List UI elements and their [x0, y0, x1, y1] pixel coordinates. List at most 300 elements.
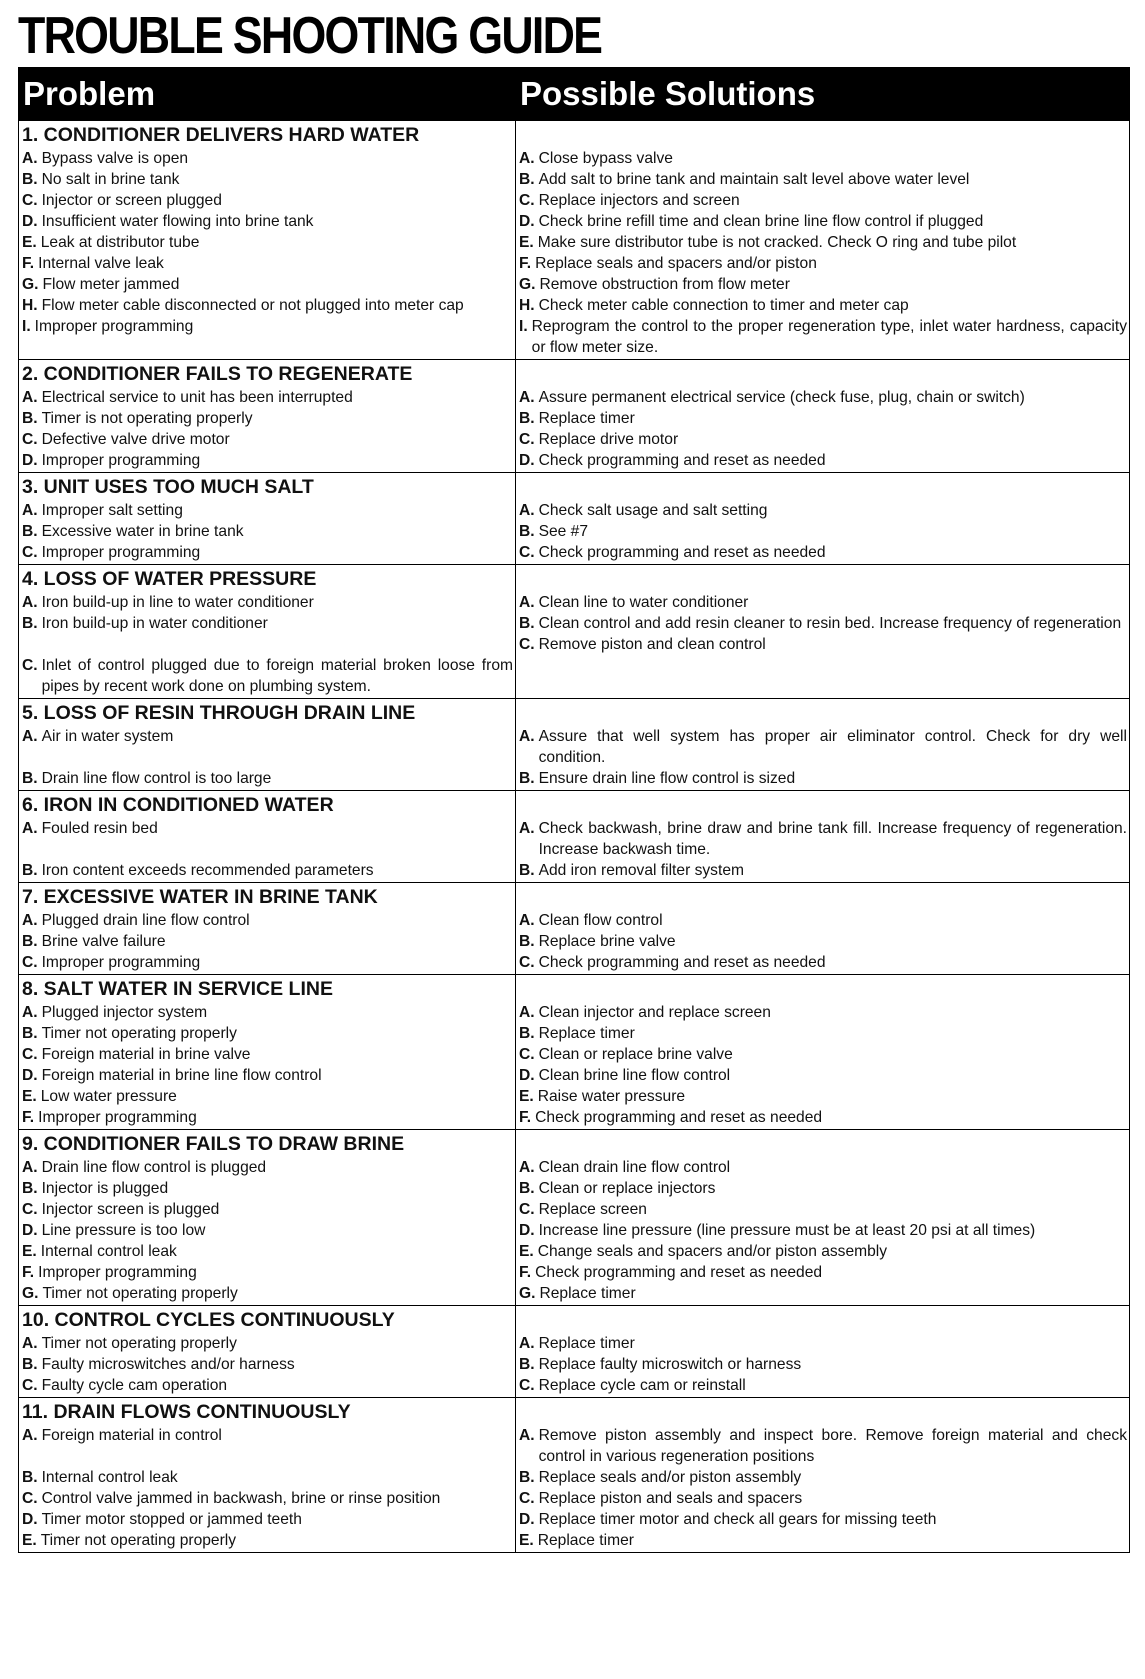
item-text: Flow meter cable disconnected or not plugged into meter cap: [41, 297, 464, 314]
solutions-cell: [516, 791, 1130, 883]
blank-line: [22, 634, 513, 655]
item-text: Timer not operating properly: [40, 1532, 237, 1549]
item-letter: B.: [519, 523, 535, 540]
solution-item: [519, 1375, 1127, 1396]
item-text: Make sure distributor tube is not cracked. Check O ring and tube pilot: [537, 234, 1017, 251]
solutions-cell: [516, 1130, 1130, 1306]
solution-item: [519, 190, 1127, 211]
item-letter: E.: [519, 1532, 534, 1549]
item-letter: B.: [519, 615, 535, 632]
item-letter: B.: [519, 171, 535, 188]
item-letter: D.: [22, 213, 38, 230]
solution-item: [519, 1220, 1127, 1241]
problem-item: [22, 1065, 513, 1086]
problem-item: [22, 148, 513, 169]
item-text: Clean drain line flow control: [538, 1159, 731, 1176]
item-text: Insufficient water flowing into brine tank: [41, 213, 314, 230]
item-text: No salt in brine tank: [41, 171, 180, 188]
item-text: Leak at distributor tube: [40, 234, 200, 251]
item-letter: A.: [22, 1335, 38, 1352]
item-text: Replace cycle cam or reinstall: [538, 1377, 746, 1394]
item-letter: A.: [22, 502, 38, 519]
problem-cell: [19, 360, 516, 473]
item-letter: C.: [519, 1046, 535, 1063]
item-text: Improper programming: [41, 954, 201, 971]
section-title: 10. CONTROL CYCLES CONTINUOUSLY: [22, 1309, 395, 1331]
section-row: [19, 699, 1130, 791]
column-header-solutions: Possible Solutions: [516, 68, 1130, 121]
solution-item: [519, 429, 1127, 450]
problem-cell: [19, 1398, 516, 1553]
item-letter: A.: [519, 1004, 535, 1021]
section-title: 2. CONDITIONER FAILS TO REGENERATE: [22, 363, 413, 385]
item-text: Timer not operating properly: [42, 1285, 238, 1302]
item-text: Injector or screen plugged: [41, 192, 222, 209]
item-text: Check programming and reset as needed: [535, 1264, 823, 1281]
item-letter: D.: [22, 1067, 38, 1084]
problem-item: [22, 1199, 513, 1220]
problem-item: [22, 818, 513, 839]
item-text: Inlet of control plugged due to foreign material broken loose from pipes by recent work done on plumbing system.: [41, 657, 513, 695]
solution-item: [519, 1065, 1127, 1086]
item-letter: G.: [519, 1285, 536, 1302]
item-letter: B.: [519, 1469, 535, 1486]
item-letter: B.: [22, 615, 38, 632]
item-text: Check meter cable connection to timer and meter cap: [538, 297, 909, 314]
item-text: Internal control leak: [41, 1469, 178, 1486]
item-text: Brine valve failure: [41, 933, 166, 950]
item-text: Timer not operating properly: [41, 1335, 237, 1352]
item-text: Fouled resin bed: [41, 820, 158, 837]
item-text: Check backwash, brine draw and brine tank fill. Increase frequency of regeneration. Increase backwash time.: [538, 820, 1127, 858]
item-text: Improper programming: [41, 452, 201, 469]
problem-item: [22, 952, 513, 973]
item-text: Clean flow control: [538, 912, 663, 929]
item-text: Raise water pressure: [537, 1088, 686, 1105]
item-text: Drain line flow control is too large: [41, 770, 272, 787]
section-title: 3. UNIT USES TOO MUCH SALT: [22, 476, 314, 498]
problem-item: [22, 253, 513, 274]
item-letter: E.: [519, 1088, 534, 1105]
item-text: Clean or replace injectors: [538, 1180, 716, 1197]
problem-cell: [19, 473, 516, 565]
solution-item: [519, 521, 1127, 542]
item-text: Line pressure is too low: [41, 1222, 206, 1239]
cell-spacer: [519, 977, 1127, 1002]
item-text: Replace timer: [537, 1532, 634, 1549]
item-text: Replace timer: [538, 1025, 635, 1042]
item-text: Remove obstruction from flow meter: [539, 276, 790, 293]
item-text: Foreign material in control: [41, 1427, 222, 1444]
item-letter: A.: [519, 728, 535, 745]
problem-item: [22, 1283, 513, 1304]
item-text: Flow meter jammed: [42, 276, 180, 293]
problem-item: [22, 316, 513, 337]
item-letter: A.: [519, 912, 535, 929]
section-row: [19, 360, 1130, 473]
solution-item: [519, 613, 1127, 634]
item-letter: C.: [519, 544, 535, 561]
item-text: Assure permanent electrical service (check fuse, plug, chain or switch): [538, 389, 1025, 406]
item-text: Foreign material in brine line flow control: [41, 1067, 322, 1084]
problem-cell: [19, 1306, 516, 1398]
item-letter: D.: [519, 1067, 535, 1084]
item-letter: C.: [22, 1377, 38, 1394]
item-letter: A.: [22, 150, 38, 167]
item-letter: A.: [22, 912, 38, 929]
item-letter: C.: [22, 657, 38, 674]
item-letter: B.: [22, 1180, 38, 1197]
solution-item: [519, 1086, 1127, 1107]
solution-item: [519, 1262, 1127, 1283]
solution-item: [519, 1509, 1127, 1530]
problem-item: [22, 1488, 513, 1509]
solution-item: [519, 1530, 1127, 1551]
cell-spacer: [519, 1308, 1127, 1333]
item-letter: B.: [519, 862, 535, 879]
item-text: Replace brine valve: [538, 933, 676, 950]
problem-item: [22, 1425, 513, 1446]
item-text: Check programming and reset as needed: [535, 1109, 823, 1126]
solutions-cell: [516, 121, 1130, 360]
item-letter: A.: [22, 1159, 38, 1176]
section-row: [19, 565, 1130, 699]
item-letter: A.: [519, 820, 535, 837]
section-row: [19, 473, 1130, 565]
problem-item: [22, 1375, 513, 1396]
item-text: See #7: [538, 523, 589, 540]
item-text: Check programming and reset as needed: [538, 954, 826, 971]
solution-item: [519, 1467, 1127, 1488]
problem-item: [22, 1002, 513, 1023]
item-text: Replace seals and/or piston assembly: [538, 1469, 802, 1486]
blank-line: [22, 747, 513, 768]
problem-item: [22, 1157, 513, 1178]
solutions-cell: [516, 1398, 1130, 1553]
item-text: Injector is plugged: [41, 1180, 169, 1197]
item-text: Excessive water in brine tank: [41, 523, 244, 540]
item-letter: F.: [22, 255, 35, 272]
section-title: 7. EXCESSIVE WATER IN BRINE TANK: [22, 886, 378, 908]
cell-spacer: [519, 123, 1127, 148]
solution-item: [519, 931, 1127, 952]
problem-cell: [19, 699, 516, 791]
item-letter: C.: [519, 954, 535, 971]
item-letter: B.: [519, 1180, 535, 1197]
item-text: Plugged injector system: [41, 1004, 208, 1021]
item-letter: B.: [22, 933, 38, 950]
item-letter: E.: [22, 1243, 37, 1260]
item-text: Defective valve drive motor: [41, 431, 230, 448]
item-letter: C.: [519, 1490, 535, 1507]
item-letter: B.: [519, 1356, 535, 1373]
solution-item: [519, 1199, 1127, 1220]
item-text: Low water pressure: [40, 1088, 177, 1105]
solution-item: [519, 542, 1127, 563]
item-letter: B.: [519, 410, 535, 427]
item-text: Clean injector and replace screen: [538, 1004, 771, 1021]
item-letter: H.: [22, 297, 38, 314]
item-letter: B.: [519, 933, 535, 950]
item-letter: B.: [22, 770, 38, 787]
table-header-row: [19, 68, 1130, 121]
problem-item: [22, 211, 513, 232]
solution-item: [519, 726, 1127, 768]
problem-item: [22, 910, 513, 931]
item-letter: E.: [519, 234, 534, 251]
solution-item: [519, 1488, 1127, 1509]
section-row: [19, 1130, 1130, 1306]
item-letter: B.: [22, 1356, 38, 1373]
solution-item: [519, 1044, 1127, 1065]
item-letter: D.: [22, 1222, 38, 1239]
item-letter: C.: [22, 1046, 38, 1063]
solution-item: [519, 169, 1127, 190]
solution-item: [519, 768, 1127, 789]
item-text: Plugged drain line flow control: [41, 912, 250, 929]
solution-item: [519, 295, 1127, 316]
solution-item: [519, 634, 1127, 655]
item-letter: B.: [22, 1469, 38, 1486]
item-letter: A.: [519, 1427, 535, 1444]
item-text: Timer motor stopped or jammed teeth: [41, 1511, 302, 1528]
solutions-cell: [516, 473, 1130, 565]
item-text: Replace timer motor and check all gears for missing teeth: [538, 1511, 937, 1528]
solution-item: [519, 387, 1127, 408]
problem-item: [22, 1241, 513, 1262]
item-text: Drain line flow control is plugged: [41, 1159, 267, 1176]
solution-item: [519, 1354, 1127, 1375]
item-letter: A.: [519, 1335, 535, 1352]
solution-item: [519, 818, 1127, 860]
item-letter: A.: [519, 389, 535, 406]
item-text: Improper salt setting: [41, 502, 183, 519]
item-letter: A.: [519, 150, 535, 167]
problem-item: [22, 1220, 513, 1241]
cell-spacer: [519, 701, 1127, 726]
item-letter: A.: [519, 594, 535, 611]
solutions-cell: [516, 1306, 1130, 1398]
item-letter: D.: [519, 452, 535, 469]
item-text: Reprogram the control to the proper regeneration type, inlet water hardness, capacity or flow meter size.: [531, 318, 1127, 356]
item-text: Clean line to water conditioner: [538, 594, 749, 611]
item-text: Iron build-up in water conditioner: [41, 615, 268, 632]
item-text: Replace timer: [538, 1335, 635, 1352]
problem-item: [22, 1044, 513, 1065]
item-letter: E.: [22, 234, 37, 251]
item-letter: F.: [22, 1264, 35, 1281]
solution-item: [519, 952, 1127, 973]
solution-item: [519, 1333, 1127, 1354]
cell-spacer: [519, 1132, 1127, 1157]
item-letter: B.: [22, 171, 38, 188]
item-text: Assure that well system has proper air eliminator control. Check for dry well condition.: [538, 728, 1127, 766]
problem-cell: [19, 565, 516, 699]
item-text: Remove piston and clean control: [538, 636, 766, 653]
item-letter: I.: [22, 318, 31, 335]
problem-item: [22, 450, 513, 471]
problem-item: [22, 860, 513, 881]
page-title: TROUBLE SHOOTING GUIDE: [18, 7, 602, 65]
item-letter: G.: [519, 276, 536, 293]
item-text: Bypass valve is open: [41, 150, 189, 167]
problem-item: [22, 274, 513, 295]
problem-cell: [19, 883, 516, 975]
item-letter: I.: [519, 318, 528, 335]
item-letter: C.: [22, 1490, 38, 1507]
item-letter: G.: [22, 1285, 39, 1302]
item-text: Improper programming: [34, 318, 194, 335]
item-text: Improper programming: [38, 1264, 197, 1281]
solution-item: [519, 316, 1127, 358]
problem-item: [22, 387, 513, 408]
section-title: 8. SALT WATER IN SERVICE LINE: [22, 978, 333, 1000]
solutions-cell: [516, 975, 1130, 1130]
item-letter: A.: [22, 728, 38, 745]
item-letter: C.: [22, 192, 38, 209]
solution-item: [519, 1023, 1127, 1044]
section-row: [19, 975, 1130, 1130]
item-text: Replace screen: [538, 1201, 647, 1218]
problem-cell: [19, 975, 516, 1130]
problem-item: [22, 429, 513, 450]
blank-line: [22, 1446, 513, 1467]
solution-item: [519, 1425, 1127, 1467]
problem-item: [22, 521, 513, 542]
problem-cell: [19, 1130, 516, 1306]
item-letter: C.: [519, 1377, 535, 1394]
item-letter: A.: [519, 502, 535, 519]
item-text: Electrical service to unit has been interrupted: [41, 389, 353, 406]
section-title: 5. LOSS OF RESIN THROUGH DRAIN LINE: [22, 702, 416, 724]
item-letter: E.: [22, 1532, 37, 1549]
item-letter: B.: [519, 770, 535, 787]
problem-item: [22, 1509, 513, 1530]
problem-item: [22, 1107, 513, 1128]
item-text: Clean control and add resin cleaner to resin bed. Increase frequency of regeneration: [538, 615, 1122, 632]
item-letter: D.: [22, 452, 38, 469]
problem-item: [22, 592, 513, 613]
solution-item: [519, 408, 1127, 429]
problem-item: [22, 295, 513, 316]
item-text: Iron content exceeds recommended parameters: [41, 862, 374, 879]
item-text: Control valve jammed in backwash, brine or rinse position: [41, 1490, 441, 1507]
item-letter: F.: [22, 1109, 35, 1126]
cell-spacer: [519, 793, 1127, 818]
cell-spacer: [519, 362, 1127, 387]
item-text: Improper programming: [38, 1109, 197, 1126]
item-text: Replace drive motor: [538, 431, 679, 448]
problem-item: [22, 408, 513, 429]
section-row: [19, 121, 1130, 360]
item-letter: C.: [22, 544, 38, 561]
item-letter: F.: [519, 1109, 532, 1126]
solutions-cell: [516, 360, 1130, 473]
item-text: Replace faulty microswitch or harness: [538, 1356, 802, 1373]
item-text: Injector screen is plugged: [41, 1201, 220, 1218]
solution-item: [519, 1157, 1127, 1178]
solution-item: [519, 274, 1127, 295]
item-text: Faulty microswitches and/or harness: [41, 1356, 295, 1373]
solution-item: [519, 1178, 1127, 1199]
item-letter: B.: [22, 1025, 38, 1042]
item-letter: B.: [519, 1025, 535, 1042]
solution-item: [519, 1283, 1127, 1304]
item-letter: C.: [22, 1201, 38, 1218]
troubleshooting-table: [18, 67, 1130, 1553]
item-letter: D.: [519, 213, 535, 230]
item-letter: C.: [519, 1201, 535, 1218]
problem-item: [22, 931, 513, 952]
solution-item: [519, 1002, 1127, 1023]
item-letter: C.: [519, 636, 535, 653]
item-text: Internal control leak: [40, 1243, 177, 1260]
solution-item: [519, 592, 1127, 613]
section-row: [19, 791, 1130, 883]
item-text: Clean brine line flow control: [538, 1067, 731, 1084]
item-text: Replace injectors and screen: [538, 192, 740, 209]
item-letter: H.: [519, 297, 535, 314]
item-letter: G.: [22, 276, 39, 293]
item-letter: A.: [22, 389, 38, 406]
section-row: [19, 1398, 1130, 1553]
problem-cell: [19, 121, 516, 360]
problem-item: [22, 500, 513, 521]
item-text: Replace seals and spacers and/or piston: [535, 255, 817, 272]
item-text: Check programming and reset as needed: [538, 452, 826, 469]
item-letter: D.: [519, 1511, 535, 1528]
item-text: Faulty cycle cam operation: [41, 1377, 228, 1394]
item-letter: A.: [22, 820, 38, 837]
item-text: Add salt to brine tank and maintain salt level above water level: [538, 171, 970, 188]
problem-item: [22, 1530, 513, 1551]
item-letter: C.: [519, 192, 535, 209]
problem-item: [22, 232, 513, 253]
item-text: Check brine refill time and clean brine line flow control if plugged: [538, 213, 984, 230]
solution-item: [519, 1107, 1127, 1128]
item-text: Close bypass valve: [538, 150, 673, 167]
cell-spacer: [519, 885, 1127, 910]
item-text: Internal valve leak: [38, 255, 164, 272]
problem-item: [22, 1262, 513, 1283]
item-letter: B.: [22, 523, 38, 540]
section-title: 11. DRAIN FLOWS CONTINUOUSLY: [22, 1401, 351, 1423]
solutions-cell: [516, 883, 1130, 975]
problem-item: [22, 542, 513, 563]
item-text: Improper programming: [41, 544, 201, 561]
item-text: Check salt usage and salt setting: [538, 502, 768, 519]
item-letter: E.: [22, 1088, 37, 1105]
item-letter: D.: [519, 1222, 535, 1239]
item-letter: C.: [22, 954, 38, 971]
problem-cell: [19, 791, 516, 883]
item-text: Replace timer: [539, 1285, 636, 1302]
item-text: Change seals and spacers and/or piston assembly: [537, 1243, 888, 1260]
item-text: Check programming and reset as needed: [538, 544, 826, 561]
problem-item: [22, 190, 513, 211]
solution-item: [519, 450, 1127, 471]
item-letter: F.: [519, 255, 532, 272]
section-row: [19, 1306, 1130, 1398]
item-text: Add iron removal filter system: [538, 862, 744, 879]
problem-item: [22, 726, 513, 747]
section-row: [19, 883, 1130, 975]
section-title: 1. CONDITIONER DELIVERS HARD WATER: [22, 124, 420, 146]
item-text: Clean or replace brine valve: [538, 1046, 733, 1063]
item-letter: F.: [519, 1264, 532, 1281]
item-text: Timer not operating properly: [41, 1025, 237, 1042]
cell-spacer: [519, 475, 1127, 500]
